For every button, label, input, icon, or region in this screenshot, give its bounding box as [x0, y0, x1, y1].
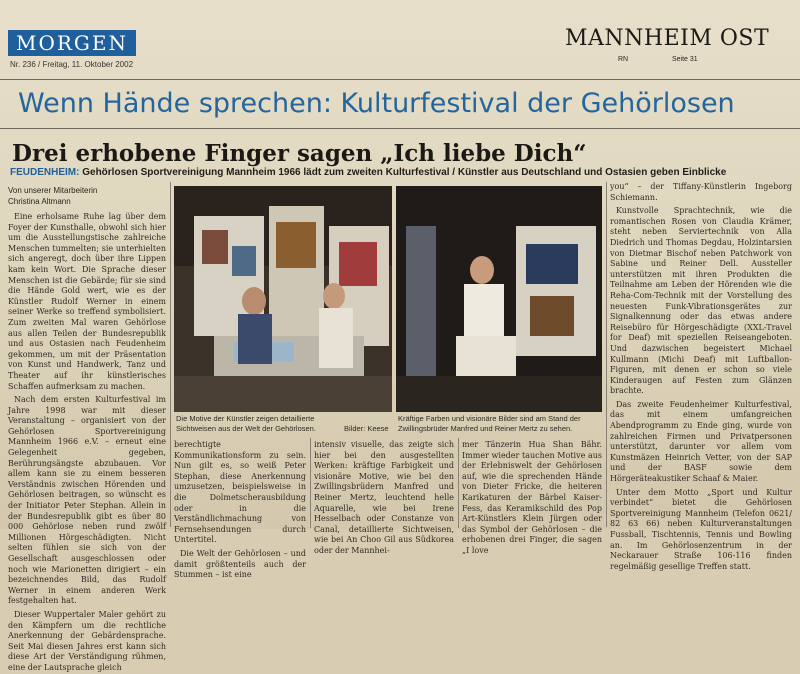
paragraph: Kunstvolle Sprachtechnik, wie die romantischen Rosen von Claudia Krämer, steht neben Serviertechnik von Alla Diedrich und Thomas Degdau, Holzintarsien von Dietmar Bischof neben Patchwork von Sabine und Reiner Dell. Aussteller unterstützen mit ihren Produkten die Teilnahme am Leben der Hörenden wie die Reha-Com-Technik mit der Vorstellung des neuesten Funk-Vibrationsgerätes zur Signalkennung oder das etwas andere Reisebüro für Hörgeschädigte (XXL-Travel for Deaf) mit speziellen Reiseangeboten. Und dazwischen begeistert Michael Kullmann (Michi Deaf) mit Luftballon-Figuren, mit denen er schon so viele Kinderaugen auf Festen zum Glänzen brachte. — [610, 206, 792, 396]
section-rule — [0, 128, 800, 129]
paragraph: Das zweite Feudenheimer Kulturfestival, das mit einem umfangreichen Abendprogramm zu Ende ging, wurde von zahlreichen Firmen und Privatpersonen unterstützt, darunter vor allem vom Kunstmäzen Heinrich Vetter, von der SAP und der BASF sowie dem Hörgeräteakustiker Schaaf & Maier. — [610, 399, 792, 484]
paragraph: Eine erholsame Ruhe lag über dem Foyer der Kunsthalle, obwohl sich hier um die Ausstellungstische zahlreiche Menschen tummelten; sie unterhielten sich angeregt, doch über ihre Lippen kam kein Wort. Die Sprache dieser Menschen ist die Gebärde; für sie sind die Hände Gold wert, wie es der Künstler Rudolf Werner in einem seiner Werke so treffend symbolisiert. Zum zweiten Mal waren Gehörlose aus allen Teilen der Bundesrepublik und aus Ostasien nach Feudenheim gekommen, um mit der Präsentation von Kunst und Handwerk, Tanz und Theater auf ihr künstlerisches Schaffen aufmerksam zu machen. — [8, 212, 166, 391]
issue-line: Nr. 236 / Freitag, 11. Oktober 2002 — [10, 60, 134, 69]
photo-exhibition-left — [174, 186, 392, 412]
article-column-1 — [8, 212, 166, 672]
paragraph: you“ – der Tiffany-Künstlerin Ingeborg Schiemann. — [610, 182, 792, 202]
brand-logo: MORGEN — [8, 30, 136, 56]
region-code: RN — [618, 56, 629, 63]
edition-title: MANNHEIM OST — [565, 26, 770, 51]
paragraph: Nach dem ersten Kulturfestival im Jahre 1998 war mit dieser Veranstaltung – organisiert von der Gehörlosen Sportvereinigung Mannheim 1966 e.V. – erneut eine Gelegenheit gegeben, Berührungsängste abzubauen. Vor allem kann sie zu einem besseren Verständnis zwischen Hörenden und Gehörlosen beitragen, so wünscht es der Initiator Peter Stephan. Allein in der Bundesrepublik gibt es über 80 000 Gehörlose neben rund zwölf Millionen Hörgeschädigten. Nicht selten fühlen sie sich von der Gesellschaft ausgeschlossen oder noch wie Marionetten dirigiert – ein bezeichnendes Bild, das Rudolf Werner in einem anderen Werk festgehalten hat. — [8, 395, 166, 606]
paragraph: mer Tänzerin Hua Shan Bähr. Immer wieder tauchen Motive aus der Erlebniswelt der Gehörlosen auf, wie die sprechenden Hände von Dieter Fricke, die heiteren Karikaturen der Bärbel Kaiser-Fess, das Keramikschild des Pop Art-Künstlers Klein Jürgen oder das Symbol der Gehörlosen – die erhobenen drei Finger, die sagen „I love — [462, 440, 602, 555]
byline-author: Christina Altmann — [8, 197, 71, 206]
subline-text: Gehörlosen Sportvereinigung Mannheim 1966 lädt zum zweiten Kulturfestival / Künstler aus Deutschland und Ostasien geben Einblicke — [79, 167, 727, 178]
paragraph: intensiv visuelle, das zeigte sich hier bei den ausgestellten Werken: kräftige Farbigkeit und visionäre Motive, wie bei den Zwillingsbrüdern Manfred und Reiner Mertz, leuchtend helle Aquarelle, wie bei Irene Hesselbach oder Constanze von Canal, detaillierte Sichtweisen, wie bei An Choo Gil aus Südkorea oder der Mannhei- — [314, 440, 454, 555]
photo-image — [174, 186, 392, 412]
article-column-4 — [462, 440, 602, 555]
paragraph: Die Welt der Gehörlosen – und damit größtenteils auch der Stummen – ist eine — [174, 548, 306, 580]
column-divider — [170, 182, 171, 527]
dateline-place: FEUDENHEIM: — [10, 167, 80, 178]
byline-role: Von unserer Mitarbeiterin — [8, 186, 98, 195]
article-subline — [10, 167, 726, 178]
paragraph: berechtigte Kommunikationsform zu sein. Nun gilt es, so weiß Peter Stephan, diese Anerkennung umzusetzen, beispielsweise in die Dolmetscherausbildung oder in die Verständlichmachung von Fernsehsendungen durch Untertitel. — [174, 440, 306, 545]
article-headline: Drei erhobene Finger sagen „Ich liebe Dich“ — [12, 140, 587, 167]
column-divider — [606, 182, 607, 527]
photo-exhibition-right — [396, 186, 602, 412]
section-title: Wenn Hände sprechen: Kulturfestival der Gehörlosen — [18, 88, 735, 119]
article-column-3 — [314, 440, 454, 555]
masthead-rule — [0, 79, 800, 80]
article-column-5 — [610, 182, 792, 571]
paragraph: Unter dem Motto „Sport und Kultur verbindet“ bietet die Gehörlosen Sportvereinigung Mannheim (Telefon 0621/ 82 63 66) neben Kulturveranstaltungen Fussball, Tischtennis, Tennis und Bowling an. Im Gehörlosenzentrum in der Neckarauer Straße 106-116 finden regelmäßig gesellige Treffen statt. — [610, 487, 792, 571]
column-divider — [310, 438, 311, 528]
paragraph: Dieser Wuppertaler Maler gehört zu den Kämpfern um die rechtliche Anerkennung der Gebärdensprache. Seit Mai diesen Jahres erst kann sich diese Art der Verständigung rühmen, eine der Lautsprache gleich — [8, 609, 166, 672]
photo-caption-right: Kräftige Farben und visionäre Bilder sind am Stand der Zwillingsbrüder Manfred und Reiner Mertz zu sehen. — [398, 414, 581, 433]
photo-credit: Bilder: Keese — [344, 424, 389, 433]
photo-caption-left: Die Motive der Künstler zeigen detaillierte Sichtweisen aus der Welt der Gehörlosen. — [176, 414, 316, 433]
column-divider — [458, 438, 459, 528]
article-column-2 — [174, 440, 306, 580]
masthead — [0, 22, 800, 80]
photo-image — [396, 186, 602, 412]
byline — [8, 185, 168, 207]
page-number: Seite 31 — [672, 56, 698, 63]
